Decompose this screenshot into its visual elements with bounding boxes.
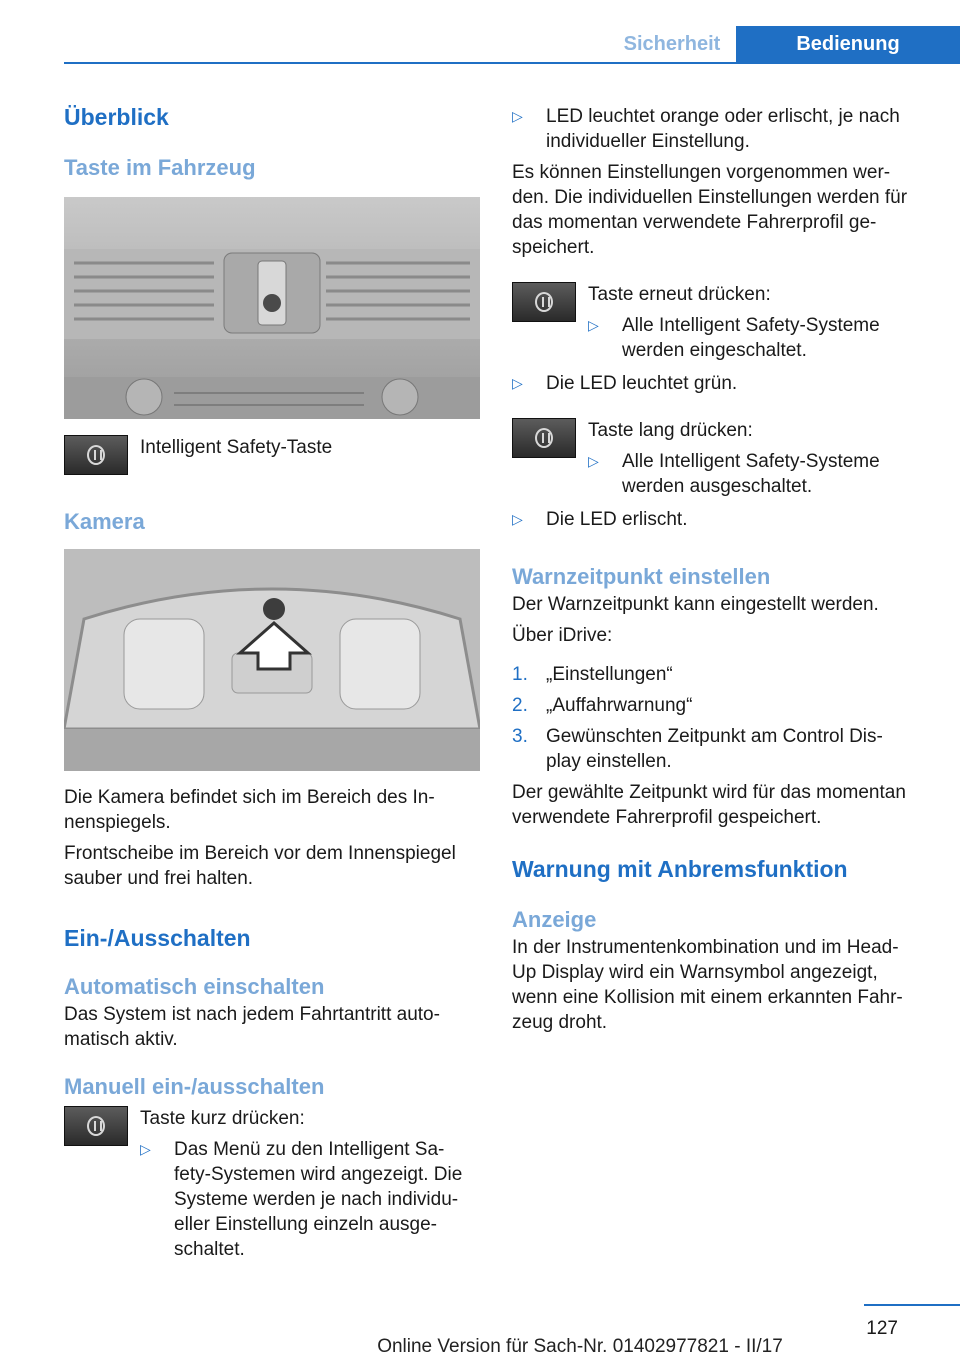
list-item — [512, 371, 928, 396]
header-bar — [64, 0, 960, 64]
subheading-camera: Kamera — [64, 509, 145, 534]
press-long-text: Taste lang drücken: — [588, 420, 753, 441]
heading-onoff: Ein-/Ausschalten — [64, 925, 251, 951]
saved-text: Der gewählte Zeitpunkt wird für das momentan verwendete Fahrerprofil gespeichert. — [512, 782, 906, 828]
display-text: In der Instrumentenkombination und im Head- Up Display wird ein Warnsymbol angezeigt, wenn eine Kollision mit einem erkannten Fahr- zeug droht. — [512, 937, 903, 1033]
list-item — [512, 662, 928, 687]
list-item — [512, 724, 928, 774]
press-short-block — [64, 1106, 480, 1262]
camera-location-text: Die Kamera befindet sich im Bereich des In- nenspiegels. — [64, 787, 435, 833]
list-item — [140, 1137, 480, 1262]
settings-text: Es können Einstellungen vorgenommen wer- den. Die individuellen Einstellungen werden für das momentan verwendete Fahrerprofil ge- speichert. — [512, 162, 908, 258]
press-short-text: Taste kurz drücken: — [140, 1108, 305, 1129]
triangle-bullet-icon: ▷ — [512, 511, 523, 527]
heading-overview: Überblick — [64, 104, 169, 130]
step-number: 1. — [512, 664, 528, 685]
steps-list — [512, 662, 928, 774]
list-item — [588, 313, 928, 363]
intelligent-safety-button-icon — [512, 418, 576, 458]
again-bullet-text: Alle Intelligent Safety-Systeme werden eingeschaltet. — [622, 315, 880, 361]
list-item — [512, 104, 928, 154]
subheading-manual: Manuell ein-/ausschalten — [64, 1074, 325, 1099]
button-caption-row — [64, 435, 480, 475]
auto-text: Das System ist nach jedem Fahrtantritt auto- matisch aktiv. — [64, 1004, 440, 1050]
subheading-warntime: Warnzeitpunkt einstellen — [512, 564, 771, 589]
heading-brake-warning: Warnung mit Anbremsfunktion — [512, 856, 848, 882]
list-item — [512, 693, 928, 718]
press-again-block — [512, 282, 928, 363]
dashboard-illustration — [64, 197, 480, 419]
page-number: 127 — [866, 1318, 898, 1339]
windshield-illustration — [64, 549, 480, 771]
intelligent-safety-button-icon — [512, 282, 576, 322]
step-number: 2. — [512, 695, 528, 716]
subheading-auto: Automatisch einschalten — [64, 974, 325, 999]
step-text: Gewünschten Zeitpunkt am Control Dis- play einstellen. — [546, 726, 883, 772]
triangle-bullet-icon: ▷ — [140, 1141, 151, 1157]
button-caption: Intelligent Safety-Taste — [140, 437, 333, 458]
short-bullet-text: Das Menü zu den Intelligent Sa- fety-Systemen wird angezeigt. Die Systeme werden je nach individu- eller Einstellung einzeln ausge- schaltet. — [174, 1139, 463, 1260]
camera-clean-text: Frontscheibe im Bereich vor dem Innenspiegel sauber und frei halten. — [64, 843, 456, 889]
dashboard-figure — [64, 197, 480, 419]
led-orange-text: LED leuchtet orange oder erlischt, je nach individueller Einstellung. — [546, 106, 900, 152]
step-text: „Auffahrwarnung“ — [546, 695, 693, 716]
tab-bedienung[interactable]: Bedienung — [736, 26, 960, 62]
intelligent-safety-button-icon — [64, 435, 128, 475]
idrive-text: Über iDrive: — [512, 625, 613, 646]
step-text: „Einstellungen“ — [546, 664, 673, 685]
online-version-note: Online Version für Sach-Nr. 01402977821 - II/17 — [377, 1336, 783, 1357]
left-column — [64, 96, 480, 1262]
triangle-bullet-icon: ▷ — [512, 108, 523, 124]
long-bullet-text: Alle Intelligent Safety-Systeme werden ausgeschaltet. — [622, 451, 880, 497]
triangle-bullet-icon: ▷ — [588, 317, 599, 333]
triangle-bullet-icon: ▷ — [512, 375, 523, 391]
press-long-block — [512, 418, 928, 499]
footer-rule — [864, 1304, 960, 1306]
subheading-display: Anzeige — [512, 907, 597, 932]
intelligent-safety-button-icon — [64, 1106, 128, 1146]
led-green-text: Die LED leuchtet grün. — [546, 373, 738, 394]
list-item — [512, 507, 928, 532]
list-item — [588, 449, 928, 499]
tab-sicherheit[interactable]: Sicherheit — [623, 33, 721, 55]
right-column — [512, 104, 928, 1035]
subheading-button: Taste im Fahrzeug — [64, 155, 256, 180]
warntime-text: Der Warnzeitpunkt kann eingestellt werden. — [512, 594, 879, 615]
led-off-text: Die LED erlischt. — [546, 509, 688, 530]
press-again-text: Taste erneut drücken: — [588, 284, 771, 305]
step-number: 3. — [512, 726, 528, 747]
triangle-bullet-icon: ▷ — [588, 453, 599, 469]
camera-figure — [64, 549, 480, 771]
